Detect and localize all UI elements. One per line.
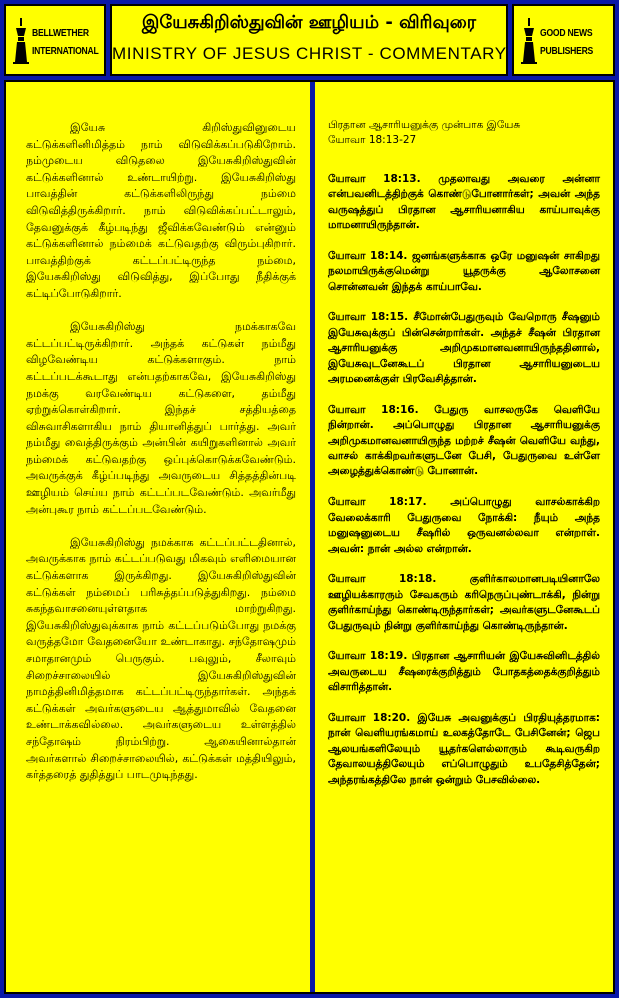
- verse-item: யோவா 18:17. அப்பொழுது வாசல்காக்கிற வேலைக்காரி பேதுருவை நோக்கி: நீயும் அந்த மனுஷனுடைய சீஷரில் ஒருவனல்லவா என்றாள். அவன்: நான் அல்ல என்றான்.: [328, 496, 600, 555]
- bellwether-logo: [12, 16, 102, 68]
- content-panel: [4, 80, 615, 994]
- commentary-paragraph: இயேசுகிறிஸ்து நமக்காகவே கட்டப்பட்டிருக்கிறார். அந்தக் கட்டுகள் நம்மீது விழவேண்டிய கட்டுக்களாகும். நாம் கட்டப்படக்கூடாது என்பதற்காகவே, இயேசுகிறிஸ்து நமக்கு வரவேண்டிய கட்டுகளை, தம்மீது ஏற்றுக்கொள்கிறார். இந்தச் சத்தியத்தை விசுவாசிகளாகிய நாம் தியானித்துப் பார்த்து. அவர் நம்மீது வைத்திருக்கும் அன்பின் கயிறுகளினால் அவர் நம்மைக் கட்டுவதற்கு ஒப்புக்கொடுக்கவேண்டும். அவருக்குக் கீழ்ப்படிந்து அவருடைய சித்தத்தின்படி ஊழியம் செய்ய நாம் கட்டப்படவேண்டும். அவர்மீது அன்புகூர நாம் கட்டப்படவேண்டும்.: [26, 320, 296, 516]
- commentary-column: [26, 120, 296, 800]
- verse-item: யோவா 18:18. குளிர்காலமானபடியினாலே ஊழியக்காரரும் சேவகரும் கரிநெருப்புண்டாக்கி, நின்று குளிர்காய்ந்து கொண்டிருந்தார்கள்; அவர்களுடனேகூடப் பேதுருவும் நின்று குளிர்காய்ந்து கொண்டிருந்தான்.: [328, 573, 600, 632]
- commentary-paragraph: இயேசுகிறிஸ்து நமக்காக கட்டப்பட்டதினால், அவருக்காக நாம் கட்டப்படுவது மிகவும் எளிமையான கட்டுக்களாக இருக்கிறது. இயேசுகிறிஸ்துவின் கட்டுக்கள் நம்மைப் பரிசுத்தப்படுத்துகிறது. நம்மை சுகந்தவாசனையுள்ளதாக மாற்றுகிறது. இயேசுகிறிஸ்துவுக்காக நாம் கட்டப்படும்போது நமக்கு வருத்தமோ வேதனையோ உண்டாகாது. சந்தோஷமும் சமாதானமும் பெருகும். பவுலும், சீலாவும் சிறைச்சாலையில் இயேசுகிறிஸ்துவின் நாமத்தினிமித்தமாக கட்டப்பட்டிருந்தார்கள். அந்தக் கட்டுக்கள் அவர்களுடைய ஆத்துமாவில் வேதனை உண்டாக்கவில்லை. அவர்களுடைய உள்ளத்தில் சந்தோஷம் நிரம்பிற்று. ஆகையினால்தான் அவர்களால் சிறைச்சாலையில், கட்டுக்கள் மத்தியிலும், கர்த்தரைத் துதித்துப் பாடமுடிந்தது.: [26, 535, 296, 782]
- scripture-column: [328, 118, 600, 803]
- verse-item: யோவா 18:19. பிரதான ஆசாரியன் இயேசுவினிடத்தில் அவருடைய சீஷரைக்குறித்தும் போதகத்தைக்குறித்தும் விசாரித்தான்.: [328, 650, 600, 694]
- logo-line-2: INTERNATIONAL: [32, 45, 99, 57]
- title-box: [110, 4, 508, 76]
- logo-line-1: BELLWETHER: [32, 27, 89, 39]
- bellwether-logo-box: [4, 4, 106, 76]
- section-heading-title: பிரதான ஆசாரியனுக்கு முன்பாக இயேசு: [328, 119, 521, 131]
- tower-icon: [12, 18, 30, 64]
- verse-item: யோவா 18:14. ஜனங்களுக்காக ஒரே மனுஷன் சாகிறது நலமாயிருக்குமென்று யூதருக்கு ஆலோசனை சொன்னவன் இந்தக் காய்பாவே.: [328, 249, 600, 293]
- verse-item: யோவா 18:16. பேதுரு வாசலருகே வெளியே நின்றான். அப்பொழுது பிரதான ஆசாரியனுக்கு அறிமுகமானவனாயிருந்த மற்றச் சீஷன் வெளியே வந்து, வாசல் காக்கிறவர்களுடனே பேசி, பேதுருவை உள்ளே அழைத்துக்கொண்டு போனான்.: [328, 403, 600, 478]
- verse-item: யோவா 18:13. முதலாவது அவரை அன்னா என்பவனிடத்திற்குக் கொண்டுபோனார்கள்; அவன் அந்த வருஷத்துப் பிரதான ஆசாரியனாகிய காய்பாவுக்கு மாமனாயிருந்தான்.: [328, 172, 600, 232]
- good-news-logo-box: [512, 4, 615, 76]
- page-title-tamil: இயேசுகிறிஸ்துவின் ஊழியம் - விரிவுரை: [141, 12, 477, 33]
- section-heading: [328, 118, 600, 149]
- header-bar: [4, 4, 615, 76]
- good-news-logo: [520, 16, 610, 68]
- verse-item: யோவா 18:20. இயேசு அவனுக்குப் பிரதியுத்தரமாக: நான் வெளியரங்கமாய் உலகத்தோடே பேசினேன்; ஜெப ஆலயங்களிலேயும் யூதர்களெல்லாரும் கூடிவருகிற தேவாலயத்திலேயும் எப்பொழுதும் உபதேசித்தேன்; அந்தரங்கத்திலே நான் ஒன்றும் பேசவில்லை.: [328, 711, 600, 786]
- page-title-english: MINISTRY OF JESUS CHRIST - COMMENTARY: [112, 44, 507, 63]
- section-heading-reference: யோவா 18:13-27: [328, 134, 417, 147]
- verse-item: யோவா 18:15. சீமோன்பேதுருவும் வேறொரு சீஷனும் இயேசுவுக்குப் பின்சென்றார்கள். அந்தச் சீஷன் பிரதான ஆசாரியனுக்கு அறிமுகமானவனாயிருந்ததினால், இயேசுவுடனேகூடப் பிரதான ஆசாரியனுடைய அரமனைக்குள் பிரவேசித்தான்.: [328, 311, 600, 386]
- logo-line-1: GOOD NEWS: [540, 27, 593, 39]
- column-divider: [310, 82, 315, 992]
- commentary-paragraph: இயேசு கிறிஸ்துவினுடைய கட்டுக்களினிமித்தம் நாம் விடுவிக்கப்படுகிறோம். நம்முடைய விடுதலை இயேசுகிறிஸ்துவின் கட்டுக்களினால் உண்டாயிற்று. இயேசுகிறிஸ்து பாவத்தின் கட்டுக்களிலிருந்து நம்மை விடுவித்திருக்கிறார். நாம் விடுவிக்கப்பட்டாலும், தேவனுக்குக் கீழ்படிந்து ஜீவிக்கவேண்டும் என்னும் கட்டுக்களினால் நம்மைக் கட்டுவதற்கு விரும்புகிறார். பாவத்திற்குக் கட்டப்பட்டிருந்த நம்மை, இயேசுகிறிஸ்து விடுவித்து, இப்போது நீதிக்குக் கட்டிப்போடுகிறார்.: [26, 121, 296, 300]
- tower-icon: [520, 18, 538, 64]
- logo-line-2: PUBLISHERS: [540, 45, 594, 57]
